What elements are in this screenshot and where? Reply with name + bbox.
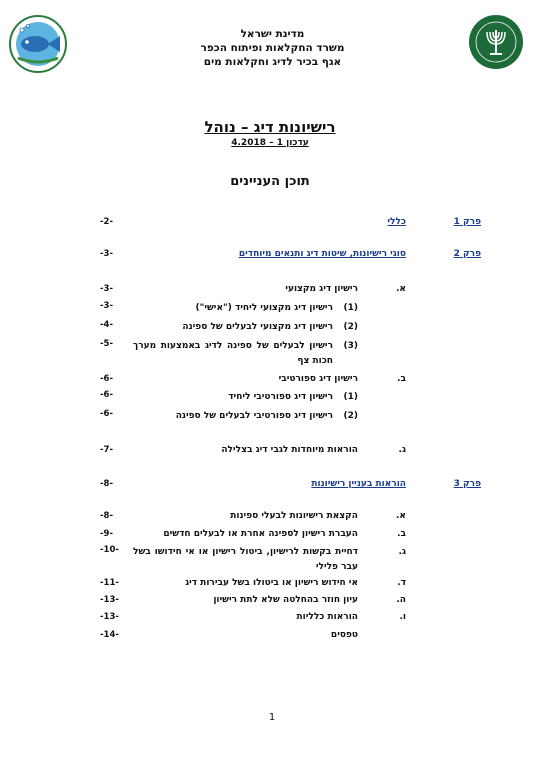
toc-item-page: -3- [100, 284, 113, 294]
toc-item-text[interactable]: העברת רישיון לספינה אחרת או לבעלים חדשים [163, 529, 358, 539]
toc-item-text[interactable]: רישיון דיג ספורטיבי [278, 374, 358, 384]
header-line-ministry: משרד החקלאות ופיתוח הכפר [200, 42, 345, 54]
toc-subitem-marker: (2) [343, 411, 358, 421]
toc-item-page: -3- [100, 301, 113, 311]
document-date: עדכון 1 – 4.2018 [231, 138, 309, 148]
toc-item-text[interactable]: הוראות מיוחדות לגבי דיג בצלילה [221, 445, 358, 455]
toc-item-text[interactable]: רישיון דיג מקצועי [285, 284, 358, 294]
toc-subitem-marker: (3) [343, 341, 358, 351]
toc-item-page: -6- [100, 374, 113, 384]
toc-item-marker: א. [396, 284, 406, 294]
toc-item-marker: ד. [397, 578, 406, 588]
page-number: 1 [268, 712, 276, 723]
toc-subitem-text[interactable]: רישיון דיג ספורטיבי ליחיד [228, 392, 333, 402]
header-line-state: מדינת ישראל [240, 28, 305, 40]
toc-subitem-text[interactable]: רישיון דיג מקצועי ליחיד ("אישי") [195, 303, 333, 313]
toc-item-marker: א. [396, 511, 406, 521]
toc-item-text[interactable]: דחיית בקשות לרישיון, ביטול רישיון או אי חידושו בשל עבר פלילי [133, 547, 358, 572]
toc-subitem-marker: (1) [343, 392, 358, 402]
toc-item-marker: ב. [397, 529, 406, 539]
fish-logo-icon [8, 14, 68, 74]
toc-item-page: -6- [100, 409, 113, 419]
toc-item-page: -13- [100, 595, 119, 605]
toc-item-marker: ג. [398, 445, 406, 455]
chapter-2-label[interactable]: פרק 2 [453, 249, 481, 259]
toc-item-page: -13- [100, 612, 119, 622]
toc-item-page: -4- [100, 320, 113, 330]
toc-item-marker: ה. [396, 595, 406, 605]
ministry-logo [468, 14, 524, 70]
toc-item-page: -14- [100, 630, 119, 640]
toc-subitem-marker: (1) [343, 303, 358, 313]
toc-item-page: -8- [100, 511, 113, 521]
toc-item-page: -11- [100, 578, 119, 588]
chapter-1-label[interactable]: פרק 1 [453, 217, 481, 227]
toc-item-page: -5- [100, 339, 113, 349]
chapter-1-title[interactable]: כללי [387, 217, 406, 227]
chapter-3-title[interactable]: הוראות בעניין רישיונות [311, 479, 406, 489]
toc-subitem-text[interactable]: רישיון דיג מקצועי לבעלים של ספינה [182, 322, 333, 332]
toc-item-page: -7- [100, 445, 113, 455]
toc-subitem-text[interactable]: רישיון דיג ספורטיבי לבעלים של ספינה [175, 411, 333, 421]
toc-item-text[interactable]: טפסים [330, 630, 358, 640]
toc-item-marker: ב. [397, 374, 406, 384]
chapter-3-page: -8- [100, 479, 113, 489]
document-title: רישיונות דיג – נוהל [204, 118, 336, 136]
header-line-department: אגף בכיר לדיג וחקלאות מים [203, 56, 342, 68]
toc-subitem-marker: (2) [343, 322, 358, 332]
toc-item-marker: ג. [398, 547, 406, 557]
chapter-2-title[interactable]: סוגי רישיונות, שיטות דיג ותנאים מיוחדים [238, 249, 406, 259]
toc-subitem-text[interactable]: רישיון לבעלים של ספינה לדיג באמצעות מערך חכות צף [133, 341, 333, 366]
toc-title: תוכן העניינים [230, 174, 310, 189]
chapter-3-label[interactable]: פרק 3 [453, 479, 481, 489]
menorah-emblem-icon [468, 14, 524, 70]
toc-item-text[interactable]: הוראות כלליות [296, 612, 358, 622]
toc-item-page: -10- [100, 545, 119, 555]
chapter-1-page: -2- [100, 217, 113, 227]
fisheries-logo [8, 14, 68, 74]
chapter-2-page: -3- [100, 249, 113, 259]
toc-item-page: -9- [100, 529, 113, 539]
toc-item-text[interactable]: עיון חוזר בהחלטה שלא לתת רישיון [213, 595, 358, 605]
toc-item-page: -6- [100, 390, 113, 400]
toc-item-text[interactable]: אי חידוש רישיון או ביטולו בשל עבירות דיג [185, 578, 358, 588]
toc-item-marker: ו. [399, 612, 406, 622]
toc-item-text[interactable]: הקצאת רישיונות לבעלי ספינות [230, 511, 358, 521]
